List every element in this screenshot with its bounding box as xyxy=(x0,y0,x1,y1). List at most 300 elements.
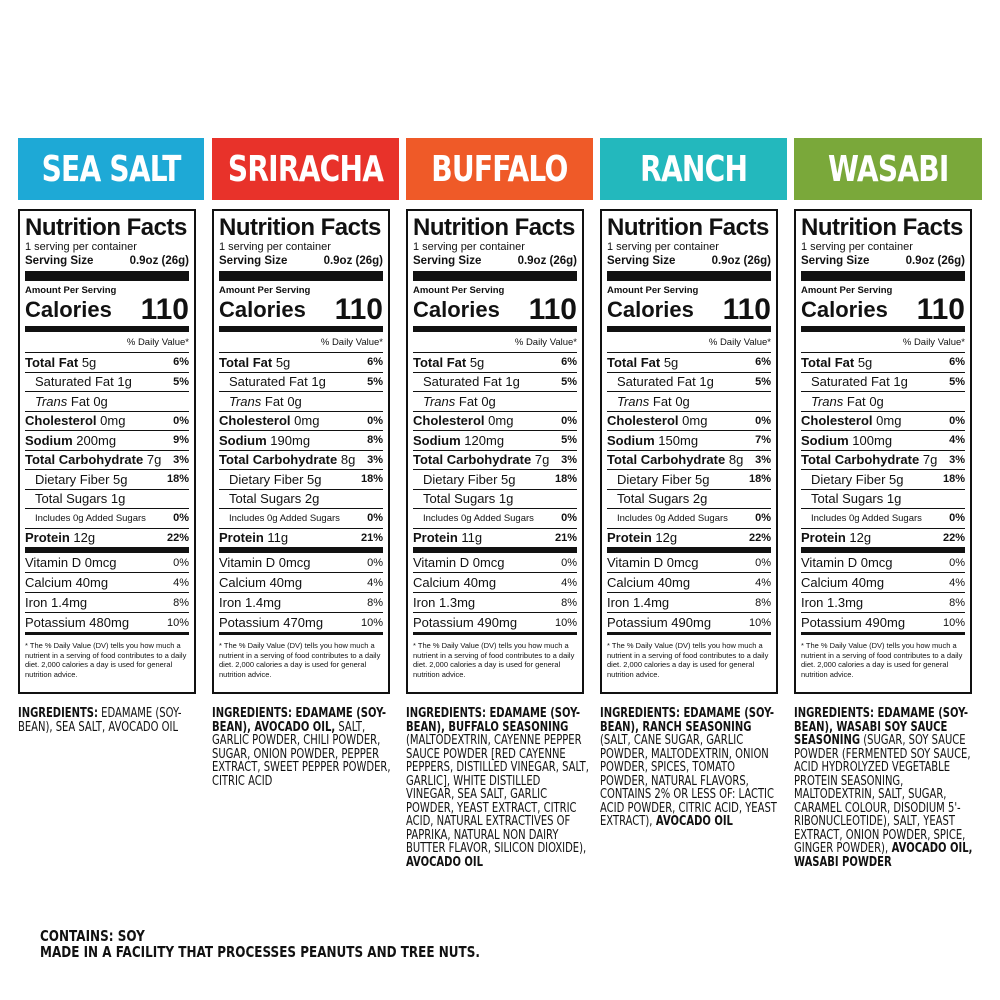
dietary-fiber-row xyxy=(413,470,577,490)
nutrient-label: Sodium xyxy=(801,432,849,448)
nutrient-label: Sodium xyxy=(413,432,461,448)
daily-value-percent: 18% xyxy=(166,473,189,486)
nutrient-label: Potassium 490mg xyxy=(413,615,518,630)
flavor-name: BUFFALO xyxy=(431,148,568,190)
nutrient-label: Total Carbohydrate xyxy=(413,452,532,468)
flavor-name: RANCH xyxy=(639,148,748,190)
ingredients-bold-tail: AVOCADO OIL xyxy=(652,813,733,829)
added-sugars-row xyxy=(219,509,383,529)
calories-label: Calories xyxy=(801,297,888,322)
nutrient-amount: 5g xyxy=(889,471,904,487)
calories-row xyxy=(801,293,965,332)
total-fat-row xyxy=(219,353,383,373)
nutrient-label: Trans xyxy=(35,393,68,409)
nutrient-amount: 0mg xyxy=(682,413,708,429)
nutrient-amount: 1g xyxy=(311,374,326,390)
daily-value-percent: 6% xyxy=(173,356,189,369)
panel-title: Nutrition Facts xyxy=(413,214,575,241)
nutrient-label: Calcium 40mg xyxy=(607,575,691,590)
flavor-banner-wasabi xyxy=(794,138,982,200)
serving-size-value: 0.9oz (26g) xyxy=(323,255,383,267)
calories-row xyxy=(219,293,383,332)
nutrient-amount: 8g xyxy=(728,452,744,468)
daily-value-percent: 18% xyxy=(942,473,965,486)
ingredients-sriracha xyxy=(212,707,396,788)
daily-value-header: % Daily Value* xyxy=(219,332,383,353)
daily-value-percent: 5% xyxy=(949,375,965,388)
potassium-row xyxy=(607,613,771,635)
nutrient-amount: 12g xyxy=(849,530,872,546)
daily-value-percent: 0% xyxy=(173,512,189,525)
serving-size-label: Serving Size xyxy=(801,255,870,267)
nutrient-label: Includes 0g Added Sugars xyxy=(229,512,340,524)
nutrient-amount: 0g xyxy=(93,393,108,409)
ingredients-text: SALT, GARLIC POWDER, CHILI POWDER, SUGAR, ONION POWDER, PEPPER EXTRACT, SWEET PEPPER POWDER, CITRIC ACID xyxy=(212,718,391,789)
calories-value: 110 xyxy=(334,293,383,326)
daily-value-percent: 4% xyxy=(173,576,189,589)
nutrient-amount: 1g xyxy=(886,491,902,507)
daily-value-percent: 6% xyxy=(755,356,771,369)
total-carbohydrate-row xyxy=(801,451,965,471)
nutrient-label: Includes 0g Added Sugars xyxy=(811,512,922,524)
nutrient-label: Vitamin D 0mcg xyxy=(25,555,117,570)
total-carbohydrate-row xyxy=(219,451,383,471)
daily-value-percent: 0% xyxy=(561,556,577,569)
nutrient-label: Total Carbohydrate xyxy=(219,452,338,468)
servings-per-container: 1 serving per container xyxy=(25,241,137,253)
trans-fat-row xyxy=(25,392,189,412)
daily-value-percent: 0% xyxy=(367,512,383,525)
ingredients-bold-tail: AVOCADO OIL xyxy=(406,853,484,870)
ingredients-bold: INGREDIENTS: EDAMAME (SOY-BEAN), BUFFALO SEASONING xyxy=(406,705,581,735)
daily-value-percent: 10% xyxy=(166,616,189,629)
nutrient-label: Protein xyxy=(25,530,70,546)
flavor-name: SEA SALT xyxy=(41,148,181,190)
dietary-fiber-row xyxy=(801,470,965,490)
daily-value-percent: 9% xyxy=(173,434,189,447)
calories-value: 110 xyxy=(140,293,189,326)
nutrient-label: Total Fat xyxy=(801,354,855,370)
nutrient-amount: 1g xyxy=(110,491,126,507)
serving-size-row xyxy=(413,254,577,268)
vitamin-d-row xyxy=(801,553,965,573)
daily-value-percent: 3% xyxy=(949,453,965,466)
daily-value-percent: 0% xyxy=(561,512,577,525)
daily-value-percent: 4% xyxy=(561,576,577,589)
daily-value-percent: 10% xyxy=(748,616,771,629)
potassium-row xyxy=(413,613,577,635)
potassium-row xyxy=(219,613,383,635)
nutrient-amount: 5g xyxy=(81,354,97,370)
nutrition-panel-ranch xyxy=(600,209,778,694)
daily-value-percent: 3% xyxy=(561,453,577,466)
nutrient-label: Total Fat xyxy=(219,354,273,370)
amount-per-serving: Amount Per Serving xyxy=(607,285,699,296)
nutrient-label: Trans xyxy=(229,393,262,409)
nutrient-label: Iron 1.3mg xyxy=(801,595,864,610)
amount-per-serving: Amount Per Serving xyxy=(413,285,505,296)
nutrient-amount: 1g xyxy=(498,491,514,507)
total-sugars-row xyxy=(801,490,965,510)
nutrient-label: Includes 0g Added Sugars xyxy=(35,512,146,524)
iron-row xyxy=(413,593,577,613)
daily-value-percent: 22% xyxy=(748,531,771,544)
daily-value-percent: 10% xyxy=(942,616,965,629)
flavor-banner-sriracha xyxy=(212,138,399,200)
daily-value-percent: 8% xyxy=(367,434,383,447)
nutrient-amount: 5g xyxy=(307,471,322,487)
potassium-row xyxy=(25,613,189,635)
daily-value-percent: 5% xyxy=(367,375,383,388)
calories-label: Calories xyxy=(607,297,694,322)
nutrition-panel-wasabi xyxy=(794,209,972,694)
nutrient-label: Potassium 480mg xyxy=(25,615,130,630)
serving-size-row xyxy=(219,254,383,268)
nutrient-label: Total Carbohydrate xyxy=(607,452,726,468)
nutrient-amount: 1g xyxy=(893,374,908,390)
nutrient-label: Total Carbohydrate xyxy=(801,452,920,468)
trans-fat-row xyxy=(219,392,383,412)
dietary-fiber-row xyxy=(607,470,771,490)
ingredients-wasabi xyxy=(794,707,978,869)
daily-value-footnote: * The % Daily Value (DV) tells you how much a nutrient in a serving of food contributes to a daily diet. 2,000 calories a day is used for general nutrition advice. xyxy=(25,641,187,679)
iron-row xyxy=(801,593,965,613)
nutrient-label: Dietary Fiber xyxy=(811,471,886,487)
nutrient-amount: 120mg xyxy=(464,432,505,448)
nutrient-label: Total Sugars xyxy=(617,491,690,507)
flavor-banner-buffalo xyxy=(406,138,593,200)
nutrient-amount: 1g xyxy=(505,374,520,390)
daily-value-percent: 18% xyxy=(554,473,577,486)
nutrient-label: Total Fat xyxy=(607,354,661,370)
added-sugars-row xyxy=(25,509,189,529)
nutrient-label: Dietary Fiber xyxy=(617,471,692,487)
daily-value-percent: 0% xyxy=(367,414,383,427)
iron-row xyxy=(219,593,383,613)
calories-label: Calories xyxy=(219,297,306,322)
daily-value-percent: 0% xyxy=(949,556,965,569)
nutrition-panel-sea-salt xyxy=(18,209,196,694)
daily-value-percent: 3% xyxy=(755,453,771,466)
nutrient-label: Includes 0g Added Sugars xyxy=(617,512,728,524)
nutrient-amount: 200mg xyxy=(76,432,117,448)
nutrient-label: Fat xyxy=(846,393,866,409)
nutrient-amount: 5g xyxy=(663,354,679,370)
amount-per-serving: Amount Per Serving xyxy=(25,285,117,296)
nutrient-label: Saturated Fat xyxy=(423,374,502,390)
nutrient-amount: 0mg xyxy=(876,413,902,429)
calories-value: 110 xyxy=(916,293,965,326)
nutrient-label: Fat xyxy=(264,393,284,409)
nutrient-label: Iron 1.4mg xyxy=(607,595,670,610)
ingredients-buffalo xyxy=(406,707,590,869)
nutrient-label: Potassium 490mg xyxy=(801,615,906,630)
thick-divider xyxy=(801,271,965,281)
nutrient-label: Cholesterol xyxy=(413,413,485,429)
protein-row xyxy=(219,529,383,554)
nutrient-label: Iron 1.4mg xyxy=(25,595,88,610)
flavor-banner-ranch xyxy=(600,138,787,200)
daily-value-percent: 21% xyxy=(554,531,577,544)
protein-row xyxy=(25,529,189,554)
serving-size-label: Serving Size xyxy=(607,255,676,267)
serving-size-value: 0.9oz (26g) xyxy=(905,255,965,267)
panel-title: Nutrition Facts xyxy=(25,214,187,241)
nutrient-amount: 0mg xyxy=(294,413,320,429)
added-sugars-row xyxy=(413,509,577,529)
trans-fat-row xyxy=(607,392,771,412)
total-carbohydrate-row xyxy=(607,451,771,471)
calcium-row xyxy=(219,573,383,593)
nutrient-amount: 0g xyxy=(869,393,884,409)
nutrient-label: Fat xyxy=(70,393,90,409)
saturated-fat-row xyxy=(219,373,383,393)
daily-value-percent: 6% xyxy=(949,356,965,369)
nutrient-label: Cholesterol xyxy=(801,413,873,429)
nutrient-amount: 2g xyxy=(692,491,708,507)
nutrient-amount: 11g xyxy=(461,530,483,546)
daily-value-percent: 5% xyxy=(561,375,577,388)
nutrient-label: Vitamin D 0mcg xyxy=(413,555,505,570)
thick-divider xyxy=(413,271,577,281)
daily-value-percent: 0% xyxy=(949,414,965,427)
calories-row xyxy=(413,293,577,332)
calories-value: 110 xyxy=(722,293,771,326)
nutrient-amount: 2g xyxy=(304,491,320,507)
nutrient-amount: 5g xyxy=(857,354,873,370)
protein-row xyxy=(801,529,965,554)
nutrient-label: Dietary Fiber xyxy=(423,471,498,487)
nutrient-label: Sodium xyxy=(607,432,655,448)
daily-value-footnote: * The % Daily Value (DV) tells you how much a nutrient in a serving of food contributes to a daily diet. 2,000 calories a day is used for general nutrition advice. xyxy=(413,641,575,679)
nutrient-label: Protein xyxy=(607,530,652,546)
calories-label: Calories xyxy=(413,297,500,322)
nutrition-panel-buffalo xyxy=(406,209,584,694)
vitamin-d-row xyxy=(607,553,771,573)
amount-per-serving: Amount Per Serving xyxy=(219,285,311,296)
daily-value-footnote: * The % Daily Value (DV) tells you how much a nutrient in a serving of food contributes to a daily diet. 2,000 calories a day is used for general nutrition advice. xyxy=(801,641,963,679)
nutrient-label: Calcium 40mg xyxy=(413,575,497,590)
nutrient-label: Vitamin D 0mcg xyxy=(219,555,311,570)
total-fat-row xyxy=(607,353,771,373)
nutrient-label: Potassium 470mg xyxy=(219,615,324,630)
daily-value-percent: 3% xyxy=(173,453,189,466)
nutrient-amount: 7g xyxy=(146,452,162,468)
vitamin-d-row xyxy=(25,553,189,573)
serving-size-value: 0.9oz (26g) xyxy=(517,255,577,267)
serving-size-label: Serving Size xyxy=(219,255,288,267)
daily-value-percent: 18% xyxy=(748,473,771,486)
sodium-row xyxy=(607,431,771,451)
daily-value-percent: 0% xyxy=(367,556,383,569)
saturated-fat-row xyxy=(25,373,189,393)
nutrient-amount: 5g xyxy=(275,354,291,370)
nutrient-amount: 8g xyxy=(340,452,356,468)
nutrient-amount: 100mg xyxy=(852,432,893,448)
allergen-statement xyxy=(40,928,480,960)
sodium-row xyxy=(801,431,965,451)
daily-value-percent: 5% xyxy=(561,434,577,447)
daily-value-percent: 21% xyxy=(360,531,383,544)
nutrient-label: Sodium xyxy=(219,432,267,448)
calcium-row xyxy=(607,573,771,593)
vitamin-d-row xyxy=(219,553,383,573)
daily-value-percent: 8% xyxy=(949,596,965,609)
saturated-fat-row xyxy=(607,373,771,393)
nutrient-label: Total Fat xyxy=(25,354,79,370)
daily-value-footnote: * The % Daily Value (DV) tells you how much a nutrient in a serving of food contributes to a daily diet. 2,000 calories a day is used for general nutrition advice. xyxy=(219,641,381,679)
daily-value-percent: 0% xyxy=(173,556,189,569)
nutrient-amount: 0g xyxy=(675,393,690,409)
daily-value-percent: 3% xyxy=(367,453,383,466)
nutrient-amount: 7g xyxy=(922,452,938,468)
nutrient-amount: 1g xyxy=(699,374,714,390)
trans-fat-row xyxy=(413,392,577,412)
total-sugars-row xyxy=(25,490,189,510)
daily-value-percent: 18% xyxy=(360,473,383,486)
daily-value-percent: 10% xyxy=(360,616,383,629)
daily-value-footnote: * The % Daily Value (DV) tells you how much a nutrient in a serving of food contributes to a daily diet. 2,000 calories a day is used for general nutrition advice. xyxy=(607,641,769,679)
cholesterol-row xyxy=(801,412,965,432)
saturated-fat-row xyxy=(413,373,577,393)
daily-value-percent: 0% xyxy=(173,414,189,427)
nutrient-amount: 0mg xyxy=(488,413,514,429)
panel-title: Nutrition Facts xyxy=(219,214,381,241)
calcium-row xyxy=(413,573,577,593)
nutrient-label: Cholesterol xyxy=(607,413,679,429)
daily-value-percent: 10% xyxy=(554,616,577,629)
daily-value-percent: 4% xyxy=(755,576,771,589)
daily-value-percent: 0% xyxy=(949,512,965,525)
ingredients-bold: INGREDIENTS: EDAMAME (SOY-BEAN), WASABI SOY SAUCE SEASONING xyxy=(794,705,969,748)
daily-value-percent: 8% xyxy=(367,596,383,609)
nutrient-amount: 0mg xyxy=(100,413,126,429)
nutrient-amount: 0g xyxy=(287,393,302,409)
flavor-name: WASABI xyxy=(827,148,949,190)
nutrient-label: Vitamin D 0mcg xyxy=(801,555,893,570)
ingredients-text: EDAMAME (SOY-BEAN), SEA SALT, AVOCADO OIL xyxy=(18,705,182,735)
sodium-row xyxy=(25,431,189,451)
nutrient-label: Dietary Fiber xyxy=(229,471,304,487)
daily-value-percent: 4% xyxy=(949,434,965,447)
nutrient-amount: 5g xyxy=(695,471,710,487)
iron-row xyxy=(607,593,771,613)
total-carbohydrate-row xyxy=(25,451,189,471)
nutrient-amount: 5g xyxy=(469,354,485,370)
nutrient-label: Total Sugars xyxy=(811,491,884,507)
serving-size-value: 0.9oz (26g) xyxy=(711,255,771,267)
total-sugars-row xyxy=(219,490,383,510)
nutrient-label: Total Sugars xyxy=(229,491,302,507)
nutrient-amount: 1g xyxy=(117,374,132,390)
nutrient-label: Total Sugars xyxy=(423,491,496,507)
nutrient-amount: 0g xyxy=(481,393,496,409)
added-sugars-row xyxy=(801,509,965,529)
daily-value-percent: 8% xyxy=(173,596,189,609)
nutrient-label: Saturated Fat xyxy=(811,374,890,390)
total-sugars-row xyxy=(607,490,771,510)
nutrient-label: Iron 1.4mg xyxy=(219,595,282,610)
servings-per-container: 1 serving per container xyxy=(219,241,331,253)
serving-size-label: Serving Size xyxy=(413,255,482,267)
serving-size-row xyxy=(801,254,965,268)
flavor-name: SRIRACHA xyxy=(227,148,384,190)
daily-value-percent: 4% xyxy=(949,576,965,589)
total-fat-row xyxy=(413,353,577,373)
amount-per-serving: Amount Per Serving xyxy=(801,285,893,296)
protein-row xyxy=(413,529,577,554)
serving-size-row xyxy=(25,254,189,268)
nutrient-label: Trans xyxy=(617,393,650,409)
daily-value-percent: 8% xyxy=(755,596,771,609)
calories-row xyxy=(607,293,771,332)
daily-value-percent: 0% xyxy=(755,512,771,525)
daily-value-header: % Daily Value* xyxy=(25,332,189,353)
sodium-row xyxy=(413,431,577,451)
cholesterol-row xyxy=(219,412,383,432)
nutrient-amount: 150mg xyxy=(658,432,699,448)
total-carbohydrate-row xyxy=(413,451,577,471)
thick-divider xyxy=(219,271,383,281)
nutrient-label: Saturated Fat xyxy=(35,374,114,390)
nutrient-label: Calcium 40mg xyxy=(801,575,885,590)
serving-size-label: Serving Size xyxy=(25,255,94,267)
nutrient-label: Protein xyxy=(413,530,458,546)
saturated-fat-row xyxy=(801,373,965,393)
facility-line: MADE IN A FACILITY THAT PROCESSES PEANUTS AND TREE NUTS. xyxy=(40,943,480,961)
nutrient-amount: 7g xyxy=(534,452,550,468)
calcium-row xyxy=(801,573,965,593)
nutrient-label: Sodium xyxy=(25,432,73,448)
dietary-fiber-row xyxy=(219,470,383,490)
ingredients-text: (SUGAR, SOY SAUCE POWDER (FERMENTED SOY SAUCE, ACID HYDROLYZED VEGETABLE PROTEIN SEASONING, MALTODEXTRIN, SALT, SUGAR, CARAMEL COLOUR, DISODIUM 5'-RIBONUCLEOTIDE), SALT, YEAST EXTRACT, ONION POWDER, SPICE, GINGER POWDER), xyxy=(794,732,971,856)
daily-value-header: % Daily Value* xyxy=(607,332,771,353)
nutrient-amount: 12g xyxy=(655,530,678,546)
daily-value-percent: 22% xyxy=(942,531,965,544)
daily-value-header: % Daily Value* xyxy=(801,332,965,353)
thick-divider xyxy=(607,271,771,281)
daily-value-percent: 22% xyxy=(166,531,189,544)
iron-row xyxy=(25,593,189,613)
total-sugars-row xyxy=(413,490,577,510)
nutrient-amount: 5g xyxy=(113,471,128,487)
panel-title: Nutrition Facts xyxy=(607,214,769,241)
nutrient-label: Total Carbohydrate xyxy=(25,452,144,468)
calcium-row xyxy=(25,573,189,593)
calories-row xyxy=(25,293,189,332)
added-sugars-row xyxy=(607,509,771,529)
protein-row xyxy=(607,529,771,554)
daily-value-percent: 8% xyxy=(561,596,577,609)
daily-value-header: % Daily Value* xyxy=(413,332,577,353)
sodium-row xyxy=(219,431,383,451)
serving-size-value: 0.9oz (26g) xyxy=(129,255,189,267)
nutrient-label: Fat xyxy=(458,393,478,409)
nutrient-label: Total Fat xyxy=(413,354,467,370)
vitamin-d-row xyxy=(413,553,577,573)
nutrient-label: Cholesterol xyxy=(25,413,97,429)
daily-value-percent: 5% xyxy=(755,375,771,388)
nutrient-label: Iron 1.3mg xyxy=(413,595,476,610)
cholesterol-row xyxy=(25,412,189,432)
nutrition-panel-sriracha xyxy=(212,209,390,694)
ingredients-bold: INGREDIENTS: EDAMAME (SOY-BEAN), RANCH SEASONING xyxy=(600,705,775,735)
nutrient-label: Trans xyxy=(811,393,844,409)
nutrient-label: Vitamin D 0mcg xyxy=(607,555,699,570)
contains-line: CONTAINS: SOY xyxy=(40,927,145,945)
daily-value-percent: 0% xyxy=(755,556,771,569)
ingredients-ranch xyxy=(600,707,784,829)
